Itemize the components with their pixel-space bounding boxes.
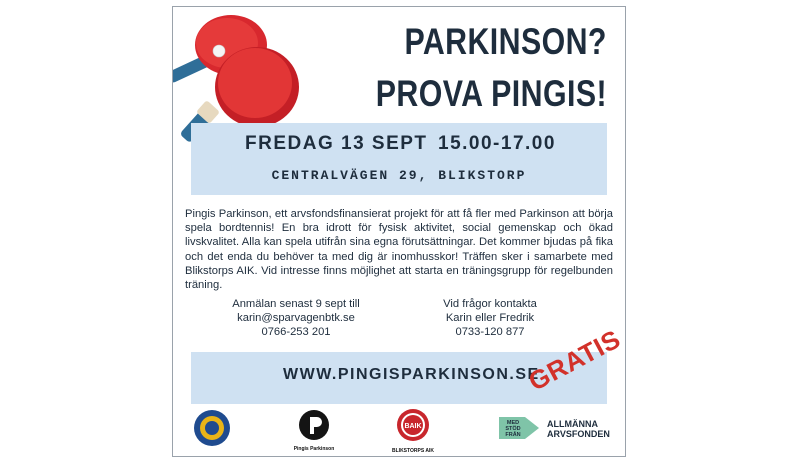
headline-line-2: PROVA PINGIS! [375,73,607,114]
arvsfonden-name-line-1: ALLMÄNNA [547,419,598,429]
arvsfonden-badge-line-3: FRÅN [505,432,521,438]
arvsfonden-badge-line-2: STÖD [505,426,521,432]
arvsfonden-logo [495,413,611,443]
pingis-parkinson-icon [289,409,339,441]
contact-heading: Vid frågor kontakta [443,298,537,310]
arvsfonden-badge-icon [495,413,543,443]
gratis-stamp: GRATIS [523,323,626,397]
registration-email[interactable]: karin@sparvagenbtk.se [237,312,355,324]
sparvagen-btk-logo [193,409,231,447]
arvsfonden-name-line-2: ARVSFONDEN [547,429,610,439]
event-date: FREDAG 13 SEPT [245,133,428,154]
pingis-parkinson-logo [289,409,339,452]
website-link[interactable]: WWW.PINGISPARKINSON.SE [283,366,540,383]
contact-block [395,297,585,339]
registration-heading: Anmälan senast 9 sept till [232,298,360,310]
arvsfonden-badge-line-1: MED [506,420,520,426]
event-time: 15.00-17.00 [438,133,556,154]
description-text: Pingis Parkinson, ett arvsfondsfinansierat projekt för att få fler med Parkinson att börja spela bordtennis! En bra idrott för fysisk aktivitet, social gemenskap och ökad livskvalitet. Alla kan spela utifrån sina egna förutsättningar. Det kommer bjudas på fika och det enda du behöver ta med dig är inomhusskor! Träffen sker i samarbete med Blikstorps AIK. Vid intresse finns möjlighet att starta en träningsgrupp för regelbunden träning. [185,208,613,292]
contact-names: Karin eller Fredrik [445,312,535,324]
headline-line-1: PARKINSON? [404,21,607,62]
event-address: CENTRALVÄGEN 29, BLIKSTORP [271,168,527,183]
registration-block [201,297,391,339]
baik-shield-icon [391,407,435,443]
blikstorps-aik-logo [391,407,435,454]
flyer [172,6,626,457]
pingis-parkinson-caption: Pingis Parkinson [293,446,335,452]
baik-badge-text: BAIK [404,423,422,430]
contact-phone: 0733-120 877 [455,326,525,338]
ball-icon [213,45,225,57]
blikstorps-aik-caption: BLIKSTORPS AIK [392,448,434,454]
registration-phone: 0766-253 201 [261,326,331,338]
